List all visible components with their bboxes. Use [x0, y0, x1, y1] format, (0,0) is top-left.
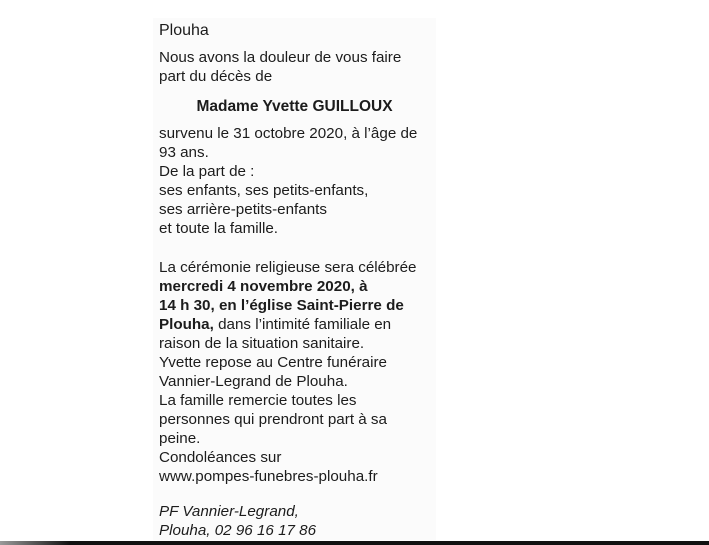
ceremony-line-5: raison de la situation sanitaire. — [159, 335, 365, 352]
repose-line-1: Yvette repose au Centre funéraire — [159, 354, 387, 371]
thanks-line-1: La famille remercie toutes les — [159, 392, 357, 409]
thanks-line-2: personnes qui prendront part à sa — [159, 411, 387, 428]
details-line-1: survenu le 31 octobre 2020, à l’âge de — [159, 125, 418, 142]
condolences-label: Condoléances sur — [159, 449, 282, 466]
details-line-2: 93 ans. — [159, 144, 209, 161]
deceased-name: Madame Yvette GUILLOUX — [196, 98, 393, 115]
ceremony-town: Plouha, — [159, 316, 214, 333]
signature-line-2: Plouha, 02 96 16 17 86 — [159, 522, 317, 539]
ceremony-line-1: La cérémonie religieuse sera célébrée — [159, 259, 417, 276]
details-line-5: ses arrière-petits-enfants — [159, 201, 327, 218]
intro-line-2: part du décès de — [159, 68, 273, 85]
details-line-6: et toute la famille. — [159, 220, 279, 237]
repose-line-2: Vannier-Legrand de Plouha. — [159, 373, 348, 390]
details-line-3: De la part de : — [159, 163, 255, 180]
thanks-line-3: peine. — [159, 430, 201, 447]
ceremony-line-4-rest: dans l’intimité familiale en — [213, 316, 392, 333]
signature-line-1: PF Vannier-Legrand, — [159, 503, 299, 520]
bottom-border — [0, 541, 709, 545]
ceremony-time-place: 14 h 30, en l’église Saint-Pierre de — [159, 297, 404, 314]
town-heading: Plouha — [159, 22, 209, 39]
intro-line-1: Nous avons la douleur de vous faire — [159, 49, 402, 66]
condolences-website: www.pompes-funebres-plouha.fr — [159, 468, 378, 485]
ceremony-line-4 — [159, 315, 391, 334]
obituary-notice — [153, 18, 436, 540]
ceremony-date: mercredi 4 novembre 2020, à — [159, 278, 368, 295]
bottom-border-fade — [0, 541, 70, 545]
details-line-4: ses enfants, ses petits-enfants, — [159, 182, 369, 199]
